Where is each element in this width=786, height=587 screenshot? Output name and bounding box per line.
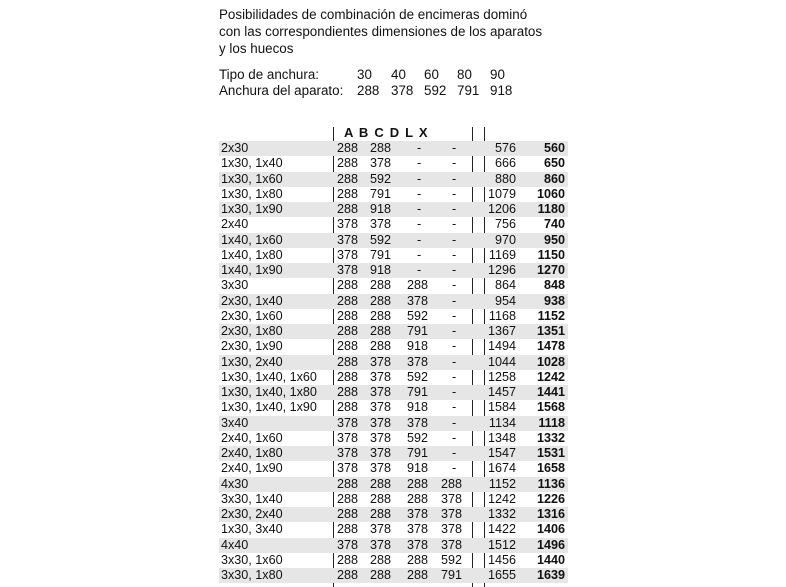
cell-b: 918: [370, 263, 392, 277]
cell-l: 954: [494, 293, 516, 308]
title-line-1: Posibilidades de combinación de encimeras dominó: [219, 7, 528, 22]
cell-c: 791: [407, 385, 429, 399]
row-name: 1x30, 1x40, 1x80: [221, 385, 317, 399]
cell-x: 560: [543, 141, 565, 155]
cell-d: -: [452, 354, 457, 369]
cell-l: 1079: [487, 186, 516, 201]
cell-b: 288: [370, 507, 392, 521]
table-row: [219, 172, 568, 187]
device-width-label: Anchura del aparato:: [219, 83, 344, 99]
cell-a: 378: [337, 247, 359, 262]
cell-x: 1150: [537, 247, 565, 262]
table-row: [219, 446, 568, 461]
cell-b: 378: [370, 354, 392, 369]
cell-c: 378: [407, 415, 429, 430]
cell-a: 378: [337, 232, 359, 247]
device-width-value: 791: [457, 83, 480, 99]
table-row: [219, 187, 568, 202]
table-row: [219, 431, 568, 446]
cell-b: 378: [370, 385, 392, 399]
cell-c: 918: [407, 339, 429, 354]
cell-b: 378: [370, 522, 392, 537]
table-row: [219, 400, 568, 415]
cell-c: 378: [407, 537, 429, 552]
cell-l: 1584: [487, 400, 516, 415]
cell-d: -: [452, 232, 457, 247]
cell-l: 1457: [487, 385, 516, 399]
table-row: [219, 370, 568, 385]
cell-l: 1044: [487, 354, 516, 369]
cell-x: 1441: [536, 385, 565, 399]
cell-c: 378: [407, 293, 429, 308]
cell-l: 1494: [487, 339, 516, 354]
cell-a: 288: [337, 186, 359, 201]
cell-b: 378: [370, 430, 392, 445]
table-row: [219, 477, 568, 492]
cell-x: 650: [543, 156, 565, 171]
cell-x: 1531: [536, 446, 565, 460]
cell-d: -: [452, 293, 457, 308]
cell-x: 1028: [536, 354, 565, 369]
cell-a: 378: [337, 461, 359, 476]
cell-d: -: [452, 430, 457, 445]
cell-a: 288: [337, 354, 359, 369]
row-name: 2x40, 1x80: [221, 446, 283, 460]
cell-b: 288: [370, 568, 392, 582]
cell-a: 288: [337, 568, 359, 582]
cell-a: 288: [337, 308, 359, 323]
cell-l: 1169: [488, 247, 516, 262]
cell-b: 918: [370, 202, 392, 216]
cell-d: -: [452, 202, 457, 216]
cell-c: -: [417, 263, 422, 277]
cell-a: 288: [337, 385, 359, 399]
cell-d: 791: [441, 568, 463, 582]
cell-c: 288: [407, 278, 429, 293]
cell-l: 1168: [488, 308, 516, 323]
cell-d: -: [452, 400, 457, 415]
cell-b: 592: [370, 232, 392, 247]
device-width-row: [219, 83, 523, 99]
table-row: [219, 385, 568, 400]
cell-x: 1440: [536, 552, 565, 567]
cell-b: 378: [370, 217, 392, 232]
device-width-value: 288: [357, 83, 380, 99]
cell-b: 288: [370, 141, 392, 155]
cell-c: -: [417, 156, 422, 171]
table-row: [219, 309, 568, 324]
cell-c: 288: [407, 552, 429, 567]
cell-x: 1316: [536, 507, 565, 521]
cell-a: 288: [337, 400, 359, 415]
device-width-value: 378: [391, 83, 414, 99]
row-name: 1x30, 1x40, 1x90: [221, 400, 317, 415]
width-type-value: 60: [424, 67, 439, 82]
cell-b: 791: [370, 186, 392, 201]
cell-c: 288: [407, 491, 429, 506]
table-row: [219, 339, 568, 354]
cell-c: 791: [407, 446, 429, 460]
table-row: [219, 522, 568, 537]
cell-a: 378: [337, 263, 359, 277]
cell-c: -: [417, 141, 422, 155]
table-row: [219, 538, 568, 553]
row-name: 1x40, 1x60: [221, 232, 283, 247]
table-row: [219, 156, 568, 171]
width-type-value: 90: [490, 67, 505, 82]
cell-c: 592: [407, 369, 429, 384]
cell-b: 288: [370, 278, 392, 293]
table-row: [219, 202, 568, 217]
cell-l: 1206: [487, 202, 516, 216]
cell-x: 1180: [537, 202, 565, 216]
row-name: 1x30, 2x40: [221, 354, 283, 369]
cell-a: 288: [337, 202, 359, 216]
row-name: 1x30, 1x60: [221, 171, 283, 186]
cell-x: 938: [543, 293, 565, 308]
row-name: 3x30, 1x60: [221, 552, 283, 567]
table-row: [219, 416, 568, 431]
row-name: 1x30, 1x80: [221, 186, 283, 201]
cell-c: -: [417, 232, 422, 247]
cell-c: 378: [407, 507, 429, 521]
cell-c: -: [417, 247, 422, 262]
cell-l: 1547: [487, 446, 516, 460]
cell-d: -: [452, 263, 457, 277]
cell-b: 288: [370, 293, 392, 308]
cell-a: 288: [337, 324, 359, 338]
table-row: [219, 263, 568, 278]
cell-x: 1118: [538, 415, 565, 430]
cell-a: 378: [337, 217, 359, 232]
cell-d: -: [452, 385, 457, 399]
cell-l: 1367: [487, 324, 516, 338]
cell-d: -: [452, 308, 457, 323]
cell-c: 791: [407, 324, 429, 338]
cell-x: 860: [543, 171, 565, 186]
row-name: 1x30, 1x90: [221, 202, 283, 216]
row-name: 2x30, 2x40: [221, 507, 283, 521]
cell-c: 288: [407, 476, 429, 491]
cell-a: 288: [337, 141, 359, 155]
cell-a: 378: [337, 430, 359, 445]
row-name: 2x40, 1x60: [221, 430, 283, 445]
device-width-value: 592: [424, 83, 447, 99]
row-name: 2x40: [221, 217, 249, 232]
cell-c: -: [417, 186, 422, 201]
cell-l: 1258: [487, 369, 516, 384]
cell-a: 378: [337, 415, 359, 430]
row-name: 2x30, 1x80: [221, 324, 283, 338]
cell-x: 950: [543, 232, 565, 247]
cell-x: 1351: [536, 324, 565, 338]
row-name: 3x30, 1x40: [221, 491, 283, 506]
cell-d: 378: [441, 507, 463, 521]
row-name: 2x30, 1x40: [221, 293, 283, 308]
device-width-value: 918: [490, 83, 513, 99]
cell-l: 864: [494, 278, 516, 293]
table-row: [219, 248, 568, 263]
cell-a: 288: [337, 278, 359, 293]
cell-c: 378: [407, 522, 429, 537]
cell-b: 378: [370, 461, 392, 476]
cell-b: 288: [370, 324, 392, 338]
table-row: [219, 278, 568, 293]
row-name: 1x30, 3x40: [221, 522, 283, 537]
title-line-2: con las correspondientes dimensiones de los aparatos: [219, 23, 543, 39]
cell-d: -: [452, 186, 457, 201]
cell-b: 378: [370, 446, 392, 460]
table-row: [219, 141, 568, 156]
row-name: 1x30, 1x40, 1x60: [221, 369, 317, 384]
cell-x: 1332: [536, 430, 565, 445]
cell-d: 378: [441, 491, 463, 506]
cell-a: 288: [337, 491, 359, 506]
cell-d: -: [452, 156, 457, 171]
cell-a: 288: [337, 476, 359, 491]
cell-d: -: [452, 278, 457, 293]
cell-l: 1242: [487, 491, 516, 506]
cell-a: 378: [337, 537, 359, 552]
row-name: 2x30: [221, 141, 249, 155]
row-name: 1x40, 1x80: [221, 247, 283, 262]
row-name: 3x40: [221, 415, 249, 430]
cell-b: 378: [370, 156, 392, 171]
table-row: [219, 324, 568, 339]
table-row: [219, 233, 568, 248]
width-type-value: 30: [357, 67, 372, 82]
cell-l: 1512: [487, 537, 516, 552]
cell-a: 378: [337, 446, 359, 460]
cell-b: 288: [370, 552, 392, 567]
cell-l: 1152: [488, 476, 516, 491]
cell-x: 1226: [536, 491, 565, 506]
cell-x: 1152: [537, 308, 565, 323]
cell-c: 918: [407, 400, 429, 415]
cell-x: 1568: [536, 400, 565, 415]
cell-x: 1658: [536, 461, 565, 476]
cell-a: 288: [337, 156, 359, 171]
cell-x: 1478: [536, 339, 565, 354]
cell-b: 791: [370, 247, 392, 262]
row-name: 4x30: [221, 476, 249, 491]
table-row: [219, 461, 568, 476]
cell-l: 1134: [488, 415, 516, 430]
cell-d: 378: [441, 522, 463, 537]
cell-d: -: [452, 339, 457, 354]
cell-b: 288: [370, 339, 392, 354]
cell-d: -: [452, 324, 457, 338]
cell-a: 288: [337, 552, 359, 567]
cell-d: 592: [441, 552, 463, 567]
cell-a: 288: [337, 339, 359, 354]
table-row: [219, 492, 568, 507]
cell-l: 1674: [487, 461, 516, 476]
title-line-3: y los huecos: [219, 40, 294, 56]
widths-legend: [219, 67, 523, 99]
cell-d: -: [452, 171, 457, 186]
cell-d: -: [452, 247, 457, 262]
row-name: 3x30: [221, 278, 249, 293]
cell-b: 378: [370, 537, 392, 552]
table-row: [219, 568, 568, 583]
cell-b: 378: [370, 415, 392, 430]
cell-l: 1332: [487, 507, 516, 521]
cell-c: 378: [407, 354, 429, 369]
cell-d: -: [452, 369, 457, 384]
cell-d: -: [452, 446, 457, 460]
cell-c: 592: [407, 430, 429, 445]
cell-l: 1348: [487, 430, 516, 445]
cell-d: -: [452, 217, 457, 232]
width-type-row: [219, 67, 523, 83]
cell-l: 1296: [487, 263, 516, 277]
table-row: [219, 217, 568, 232]
cell-d: 288: [441, 476, 463, 491]
cell-x: 848: [543, 278, 565, 293]
cell-c: 592: [407, 308, 429, 323]
cell-d: -: [452, 415, 457, 430]
cell-a: 288: [337, 369, 359, 384]
cell-b: 378: [370, 400, 392, 415]
cell-l: 880: [494, 171, 516, 186]
table-row: [219, 294, 568, 309]
cell-l: 1422: [487, 522, 516, 537]
cell-a: 288: [337, 171, 359, 186]
width-type-label: Tipo de anchura:: [219, 67, 319, 82]
cell-d: 378: [441, 537, 463, 552]
row-name: 2x30, 1x60: [221, 308, 283, 323]
row-name: 1x30, 1x40: [221, 156, 283, 171]
row-name: 3x30, 1x80: [221, 568, 283, 582]
row-name: 2x30, 1x90: [221, 339, 283, 354]
cell-x: 1060: [536, 186, 565, 201]
row-name: 1x40, 1x90: [221, 263, 283, 277]
cell-l: 756: [494, 217, 516, 232]
cell-l: 970: [494, 232, 516, 247]
width-type-value: 40: [391, 67, 406, 82]
cell-x: 1639: [536, 568, 565, 582]
cell-c: 288: [407, 568, 429, 582]
table-row: [219, 507, 568, 522]
cell-d: -: [452, 461, 457, 476]
cell-x: 1136: [537, 476, 565, 491]
table-row: [219, 553, 568, 568]
column-header: A B C D L X: [344, 125, 429, 140]
row-name: 4x40: [221, 537, 249, 552]
cell-a: 288: [337, 293, 359, 308]
cell-c: -: [417, 202, 422, 216]
row-name: 2x40, 1x90: [221, 461, 283, 476]
cell-b: 288: [370, 491, 392, 506]
cell-d: -: [452, 141, 457, 155]
cell-c: -: [417, 171, 422, 186]
cell-b: 378: [370, 369, 392, 384]
cell-x: 740: [543, 217, 565, 232]
cell-x: 1242: [536, 369, 565, 384]
document-title: [219, 7, 619, 57]
cell-l: 1655: [487, 568, 516, 582]
cell-l: 666: [494, 156, 516, 171]
cell-c: -: [417, 217, 422, 232]
cell-x: 1496: [536, 537, 565, 552]
cell-c: 918: [407, 461, 429, 476]
cell-b: 288: [370, 308, 392, 323]
cell-l: 1456: [487, 552, 516, 567]
width-type-value: 80: [457, 67, 472, 82]
cell-x: 1270: [536, 263, 565, 277]
cell-b: 592: [370, 171, 392, 186]
table-row: [219, 355, 568, 370]
cell-l: 576: [494, 141, 516, 155]
combinations-table: [219, 141, 568, 583]
cell-x: 1406: [536, 522, 565, 537]
cell-a: 288: [337, 507, 359, 521]
cell-a: 288: [337, 522, 359, 537]
cell-b: 288: [370, 476, 392, 491]
